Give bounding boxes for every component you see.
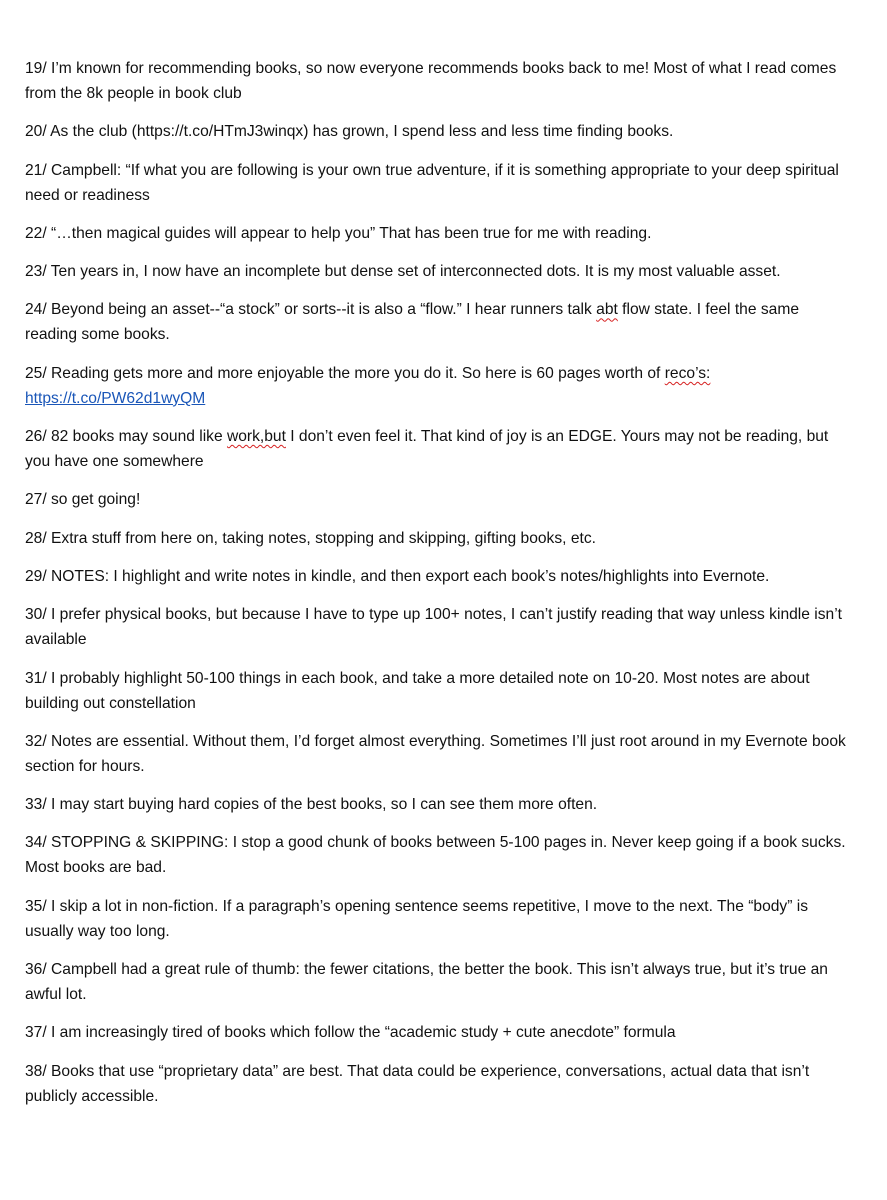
paragraph-31: 31/ I probably highlight 50-100 things in each book, and take a more detailed note on 10-20. Most notes are about building out constellation [25,669,810,712]
spelling-flagged-word: abt [596,301,618,319]
paragraph-35: 35/ I skip a lot in non-fiction. If a paragraph’s opening sentence seems repetitive, I move to the next. The “body” is usually way too long. [25,897,809,940]
paragraph-24-text-start: 24/ Beyond being an asset--“a stock” or sorts--it is also a “flow.” I hear runners talk [25,301,597,319]
paragraph-26-text-start: 26/ 82 books may sound like [25,428,227,446]
paragraph-28: 28/ Extra stuff from here on, taking notes, stopping and skipping, gifting books, etc. [25,529,596,547]
spelling-flagged-word: work,but [226,428,286,446]
paragraph-24-text-end: flow state. I feel the same reading some books. [25,301,799,344]
paragraph-24 [25,297,847,347]
paragraph-26 [25,424,847,474]
paragraph-19: 19/ I’m known for recommending books, so now everyone recommends books back to me! Most of what I read comes from the 8k people in book club [25,60,837,102]
paragraph-37: 37/ I am increasingly tired of books which follow the “academic study + cute anecdote” formula [25,1024,676,1042]
paragraph-25-text: 25/ Reading gets more and more enjoyable the more you do it. So here is 60 pages worth of [25,364,665,382]
paragraph-30: 30/ I prefer physical books, but because I have to type up 100+ notes, I can’t justify reading that way unless kindle isn’t available [25,606,842,649]
paragraph-34: 34/ STOPPING & SKIPPING: I stop a good chunk of books between 5-100 pages in. Never keep going if a book sucks. Most books are bad. [25,834,846,877]
spelling-flagged-word: reco’s: [664,364,711,382]
paragraph-25 [25,361,847,411]
paragraph-21: 21/ Campbell: “If what you are following is your own true adventure, if it is something appropriate to your deep spiritual need or readiness [25,161,839,204]
paragraph-36: 36/ Campbell had a great rule of thumb: the fewer citations, the better the book. This isn’t always true, but it’s true an awful lot. [25,961,828,1004]
paragraph-23: 23/ Ten years in, I now have an incomplete but dense set of interconnected dots. It is my most valuable asset. [25,263,781,281]
paragraph-29: 29/ NOTES: I highlight and write notes in kindle, and then export each book’s notes/highlights into Evernote. [25,567,770,585]
paragraph-20: 20/ As the club (https://t.co/HTmJ3winqx) has grown, I spend less and less time finding books. [25,123,674,141]
paragraph-26-text-end: I don’t even feel it. That kind of joy is an EDGE. Yours may not be reading, but you have one somewhere [25,428,829,471]
reco-link[interactable]: https://t.co/PW62d1wyQM [25,389,206,407]
paragraph-22: 22/ “…then magical guides will appear to help you” That has been true for me with reading. [25,224,652,242]
paragraph-27: 27/ so get going! [25,491,141,509]
paragraph-32: 32/ Notes are essential. Without them, I’d forget almost everything. Sometimes I’ll just root around in my Evernote book section for hours. [25,732,846,775]
paragraph-38: 38/ Books that use “proprietary data” are best. That data could be experience, conversations, actual data that isn’t publicly accessible. [25,1062,810,1105]
paragraph-33: 33/ I may start buying hard copies of the best books, so I can see them more often. [25,796,598,814]
